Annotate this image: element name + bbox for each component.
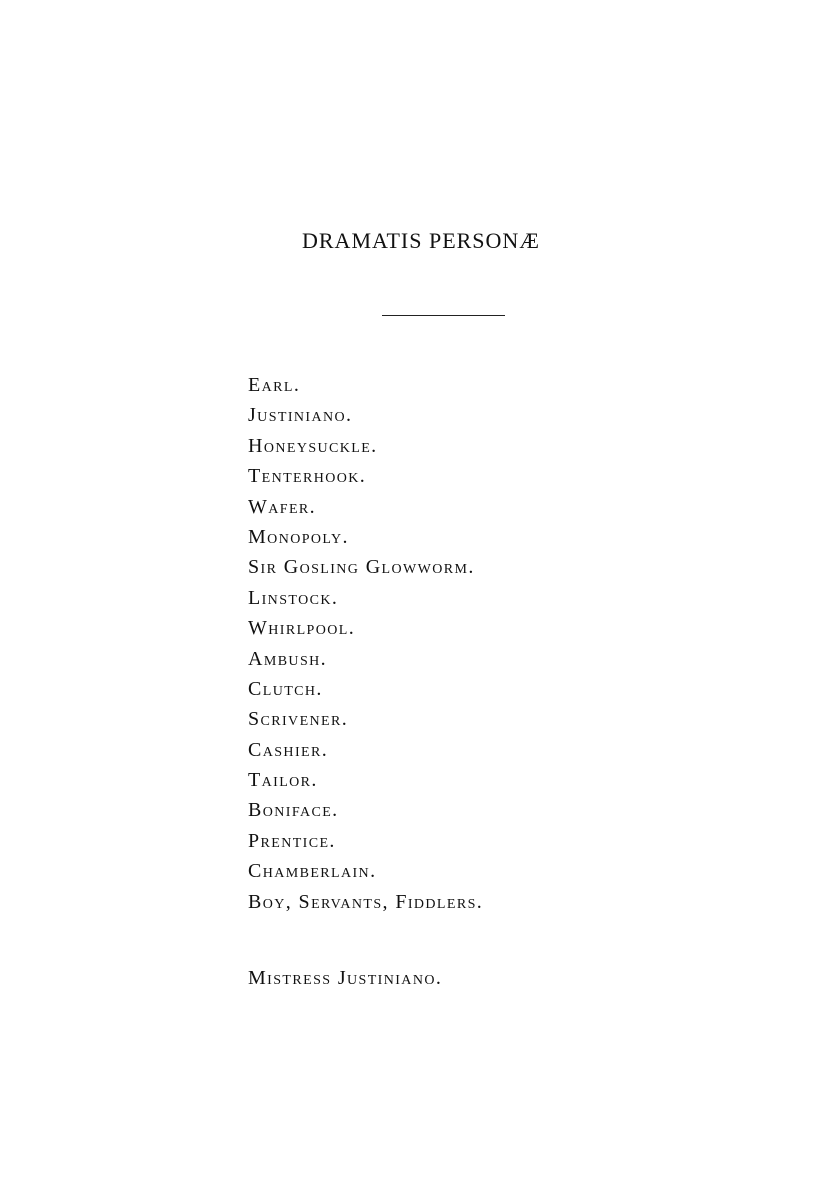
cast-item: Boniface. xyxy=(248,799,339,822)
cast-item: Tenterhook. xyxy=(248,465,367,488)
cast-item: Prentice. xyxy=(248,829,336,852)
cast-item: Ambush. xyxy=(248,647,328,670)
cast-item: Wafer. xyxy=(248,495,317,518)
cast-item: Sir Gosling Glowworm. xyxy=(248,556,475,579)
page-title: DRAMATIS PERSONÆ xyxy=(302,228,540,253)
cast-item: Boy, Servants, Fiddlers. xyxy=(248,890,484,913)
cast-item: Mistress Justiniano. xyxy=(248,967,443,989)
cast-item: Justiniano. xyxy=(248,404,353,427)
cast-item: Chamberlain. xyxy=(248,860,377,883)
cast-item: Earl. xyxy=(248,374,301,396)
female-cast-list xyxy=(248,963,442,993)
cast-item: Monopoly. xyxy=(248,525,349,548)
cast-item: Linstock. xyxy=(248,586,339,609)
cast-item: Whirlpool. xyxy=(248,617,356,640)
cast-item: Scrivener. xyxy=(248,708,349,731)
cast-item: Honeysuckle. xyxy=(248,434,378,457)
title-divider xyxy=(382,315,505,316)
cast-item: Tailor. xyxy=(248,769,318,792)
cast-item: Clutch. xyxy=(248,677,323,700)
cast-item: Cashier. xyxy=(248,738,329,761)
cast-list xyxy=(248,370,483,917)
